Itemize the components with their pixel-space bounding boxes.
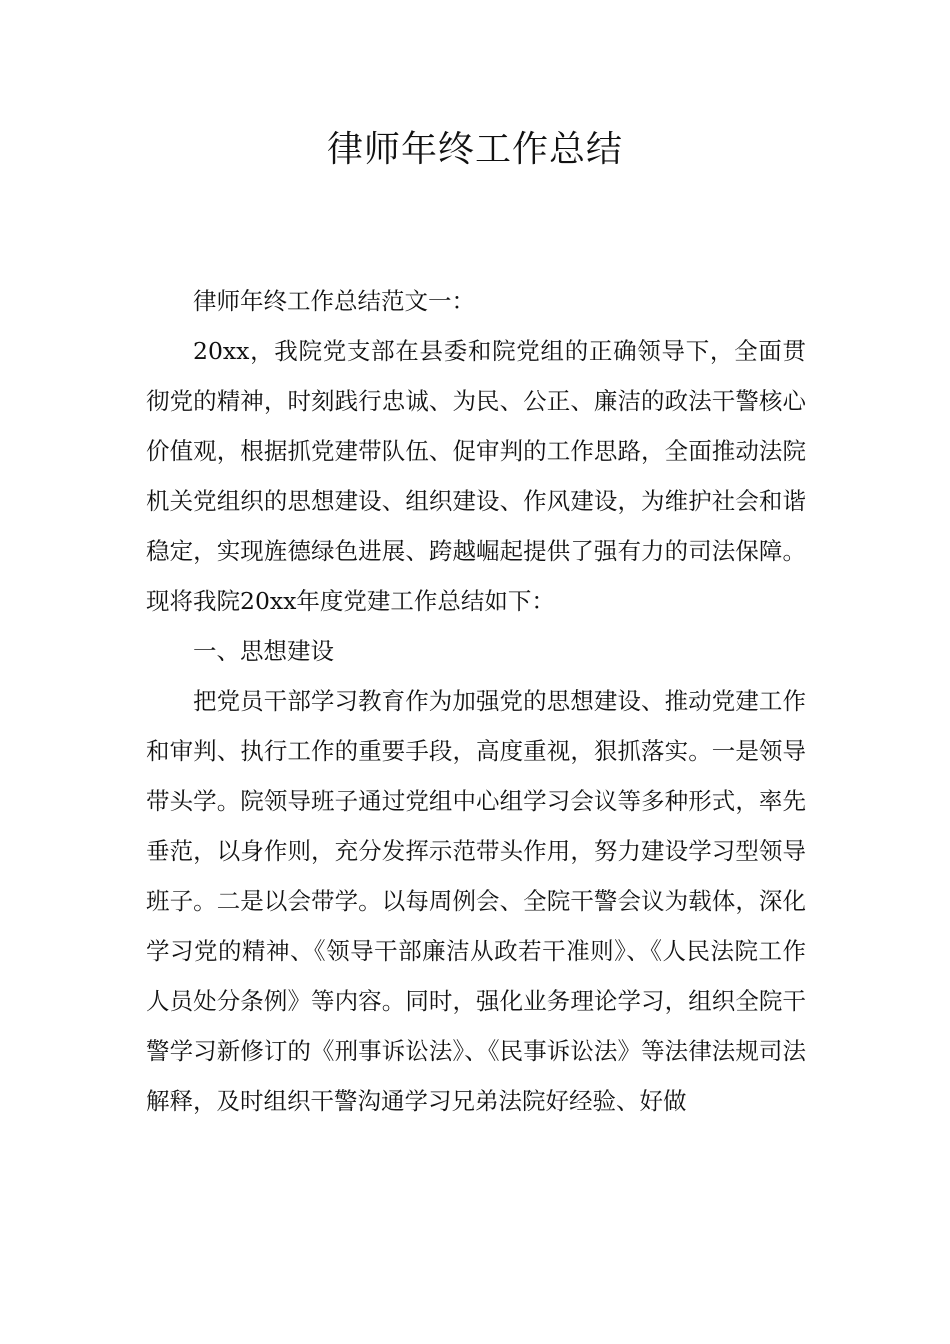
section-heading-ideology: 一、思想建设 <box>193 637 334 665</box>
document-title: 律师年终工作总结 <box>326 129 623 170</box>
document-body <box>146 276 806 1126</box>
ideology-paragraph: 把党员干部学习教育作为加强党的思想建设、推动党建工作和审判、执行工作的重要手段，高度重视，狠抓落实。一是领导带头学。院领导班子通过党组中心组学习会议等多种形式，率先垂范，以身作则，充分发挥示范带头作用，努力建设学习型领导班子。二是以会带学。以每周例会、全院干警会议为载体，深化学习党的精神、《领导干部廉洁从政若干准则》、《人民法院工作人员处分条例》等内容。同时，强化业务理论学习，组织全院干警学习新修订的《刑事诉讼法》、《民事诉讼法》等法律法规司法解释，及时组织干警沟通学习兄弟法院好经验、好做 <box>146 687 806 1115</box>
intro-heading-paragraph: 律师年终工作总结范文一： <box>193 287 475 315</box>
summary-paragraph: 20xx，我院党支部在县委和院党组的正确领导下，全面贯彻党的精神，时刻践行忠诚、为民、公正、廉洁的政法干警核心价值观，根据抓党建带队伍、促审判的工作思路，全面推动法院机关党组织的思想建设、组织建设、作风建设，为维护社会和谐稳定，实现旌德绿色进展、跨越崛起提供了强有力的司法保障。现将我院20xx年度党建工作总结如下： <box>146 337 806 615</box>
